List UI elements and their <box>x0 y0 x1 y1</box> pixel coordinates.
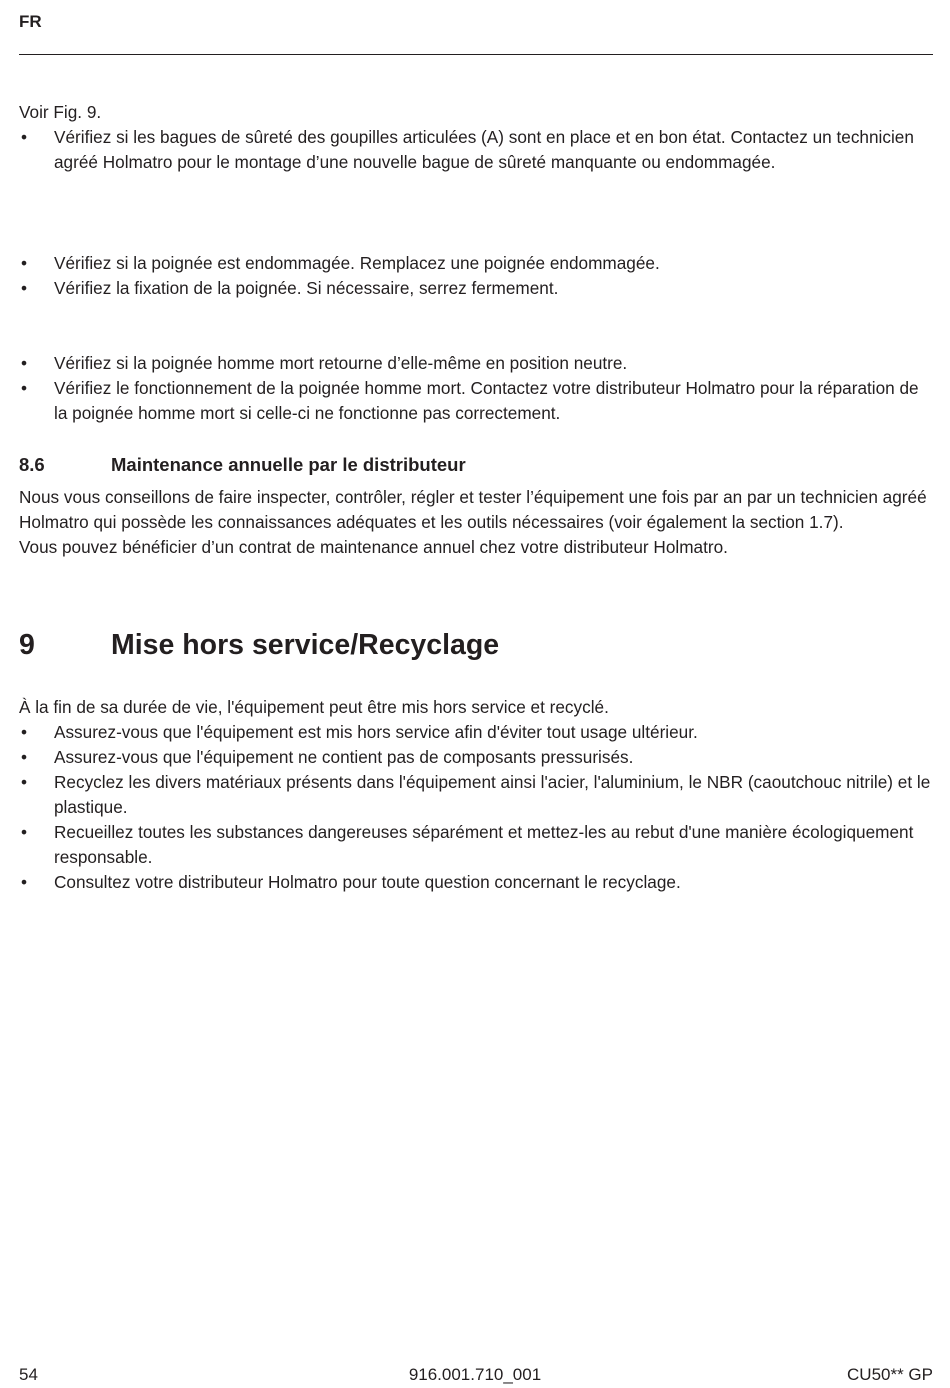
section-title: Maintenance annuelle par le distributeur <box>111 454 466 475</box>
handle-checks-block <box>19 251 934 301</box>
list-item: • Recyclez les divers matériaux présents dans l'équipement ainsi l'acier, l'aluminium, le NBR (caoutchouc nitrile) et le plastique. <box>19 770 934 820</box>
list-item: • Consultez votre distributeur Holmatro pour toute question concernant le recyclage. <box>19 870 934 895</box>
section-8-6-body <box>19 485 934 560</box>
document-code: 916.001.710_001 <box>408 1365 542 1384</box>
list-item: • Vérifiez si la poignée est endommagée. Remplacez une poignée endommagée. <box>19 251 934 276</box>
chapter-number: 9 <box>19 629 35 661</box>
list-item: • Assurez-vous que l'équipement ne contient pas de composants pressurisés. <box>19 745 934 770</box>
list-item: • Vérifiez le fonctionnement de la poignée homme mort. Contactez votre distributeur Holmatro pour la réparation de la poignée homme mort si celle-ci ne fonctionne pas correctement. <box>19 376 934 426</box>
language-code: FR <box>19 12 42 31</box>
section-number: 8.6 <box>19 454 45 475</box>
deadman-handle-checks <box>19 351 934 426</box>
recycling-steps <box>19 720 934 895</box>
model-name: CU50** GP <box>847 1365 933 1384</box>
paragraph: À la fin de sa durée de vie, l'équipement peut être mis hors service et recyclé. <box>19 697 609 717</box>
list-item: • Recueillez toutes les substances dangereuses séparément et mettez-les au rebut d'une manière écologiquement responsable. <box>19 820 934 870</box>
page-number: 54 <box>19 1365 38 1384</box>
handle-checks <box>19 251 934 301</box>
header-divider <box>19 54 933 55</box>
list-item: • Vérifiez si les bagues de sûreté des goupilles articulées (A) sont en place et en bon état. Contactez un technicien agréé Holmatro pour le montage d’une nouvelle bague de sûreté manquante ou endommagée. <box>19 125 934 175</box>
paragraph: Nous vous conseillons de faire inspecter, contrôler, régler et tester l’équipement une fois par an par un technicien agréé Holmatro qui possède les connaissances adéquates et les outils nécessaires (voir également la section 1.7). <box>19 487 927 532</box>
list-item: • Vérifiez si la poignée homme mort retourne d’elle-même en position neutre. <box>19 351 934 376</box>
paragraph: Vous pouvez bénéficier d’un contrat de maintenance annuel chez votre distributeur Holmatro. <box>19 537 728 557</box>
section-8-6-heading <box>19 454 934 476</box>
section-9-body <box>19 695 934 895</box>
deadman-handle-checks-block <box>19 351 934 426</box>
chapter-title: Mise hors service/Recyclage <box>111 629 500 661</box>
safety-ring-checks <box>19 125 934 175</box>
list-item: • Assurez-vous que l'équipement est mis hors service afin d'éviter tout usage ultérieur. <box>19 720 934 745</box>
section-9-heading <box>19 628 934 662</box>
list-item: • Vérifiez la fixation de la poignée. Si nécessaire, serrez fermement. <box>19 276 934 301</box>
figure-reference: Voir Fig. 9. <box>19 102 102 122</box>
inspection-intro-block <box>19 100 934 175</box>
